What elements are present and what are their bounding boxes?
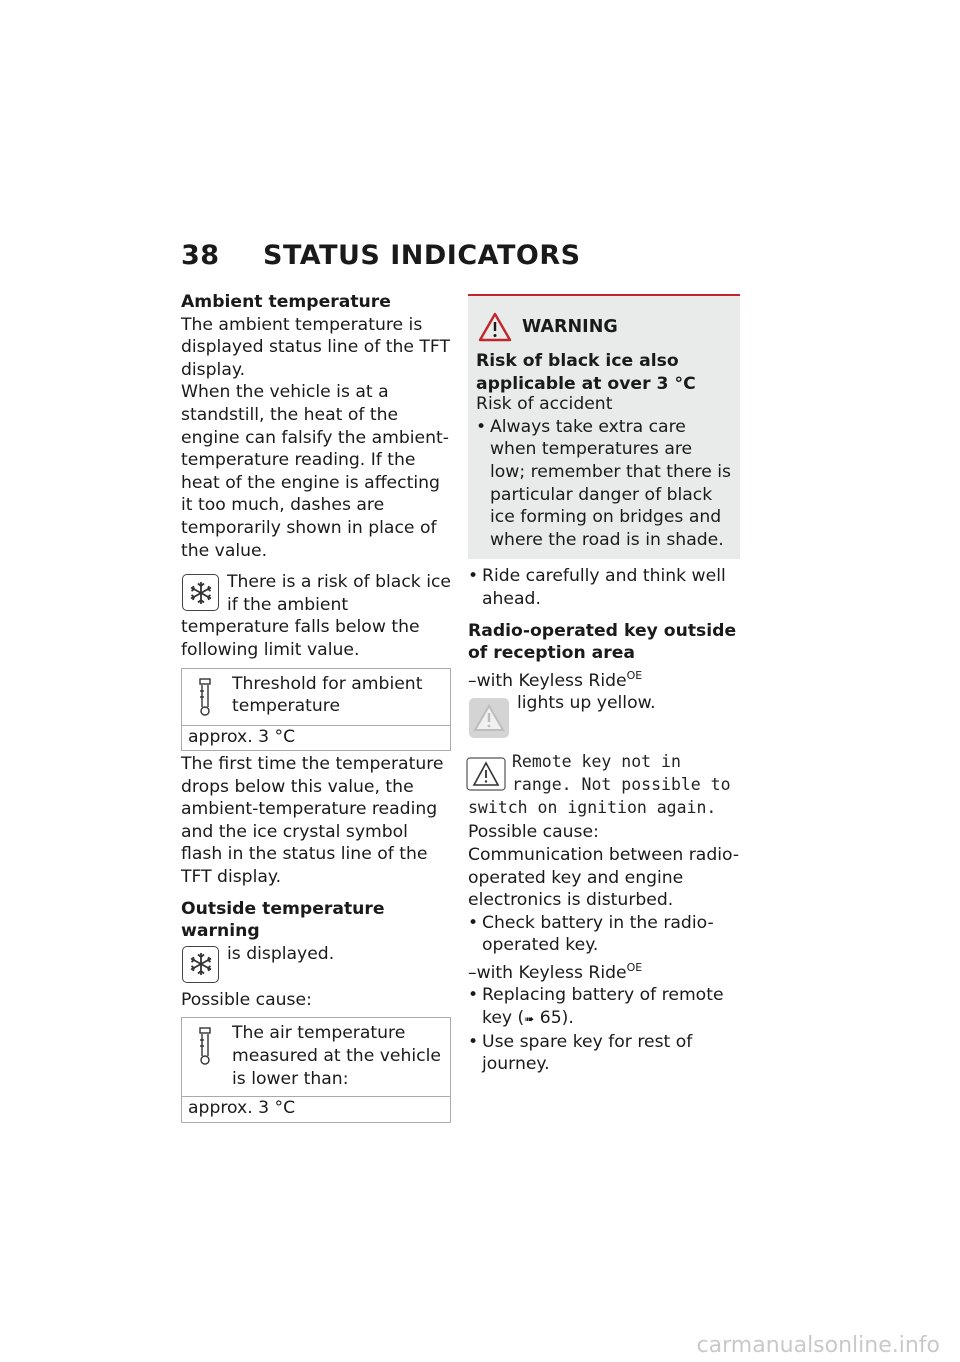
bullet-check-battery: • Check battery in the radio-operated key. [468,912,740,957]
warning-heading: Risk of black ice also applicable at over 3 °C [476,351,696,394]
warning-box [468,294,740,559]
warning-triangle-icon [464,754,508,794]
page-number: 38 [181,240,220,271]
ice-text: There is a risk of black ice if the ambient temperature falls below the following limit value. [181,572,452,660]
possible-cause-label: Possible cause: [181,989,312,1010]
threshold-label: Threshold for ambient temperature [232,673,423,717]
ice-crystal-icon [182,574,219,611]
mono-message-block [468,750,740,819]
air-temp-label: The air temperature measured at the vehicle is lower than: [232,1023,441,1089]
outside-heading: Outside temperature warning [181,898,385,942]
first-time-text: The first time the temperature drops below this value, the ambient-temperature reading and the ice crystal symbol flash in the status line of the TFT display. [181,754,444,888]
warning-bullet: • Always take extra care when temperatures are low; remember that there is particular danger of black ice forming on bridges and where the road is in shade. [476,416,732,552]
watermark: carmanualsonline.info [696,1333,940,1358]
key-heading: Radio-operated key outside of reception area [468,620,737,664]
thermometer-icon [188,673,228,719]
bullet-replace-battery: • Replacing battery of remote key (➠ 65). [468,984,740,1030]
threshold-value: approx. 3 °C [188,726,296,747]
warning-triangle-icon [469,698,509,738]
bullet-spare-key: • Use spare key for rest of journey. [468,1031,740,1076]
ambient-heading: Ambient temperature [181,292,391,312]
arrow-icon: ➠ [524,1012,535,1027]
ambient-paragraph-1: The ambient temperature is displayed status line of the TFT display. [181,314,451,380]
air-temp-value: approx. 3 °C [188,1098,296,1119]
warning-triangle-icon [478,312,512,342]
page-title: STATUS INDICATORS [263,240,581,271]
left-column [181,291,451,1123]
lights-text: lights up yellow. [517,693,656,714]
right-column [468,294,740,1076]
ambient-paragraph-2: When the vehicle is at a standstill, the heat of the engine can falsify the ambient-temperature reading. If the heat of the engine is affecting it too much, dashes are temporarily shown in place of the value. [181,382,449,561]
cause-text: Communication between radio-operated key and engine electronics is disturbed. [468,844,740,911]
ice-warning-block [181,571,451,661]
warning-risk: Risk of accident [476,394,613,415]
page-header [181,240,581,271]
remote-key-message: Remote key not in range. Not possible to switch on ignition again. [468,752,731,818]
outside-warning-block [181,943,451,985]
bullet-ride: • Ride carefully and think well ahead. [468,565,740,610]
thermometer-icon [188,1022,228,1068]
page-reference-link[interactable]: 65). [539,1008,574,1029]
threshold-table [181,668,451,752]
keyless-label-2: –with Keyless Ride$^{OE}$ [468,960,643,983]
air-temp-table [181,1017,451,1122]
warning-label: WARNING [522,316,618,337]
ice-crystal-icon [182,946,219,983]
outside-text: is displayed. [227,943,335,964]
lights-block [468,692,740,740]
keyless-label: –with Keyless Ride$^{OE}$ [468,668,643,691]
possible-cause-right: Possible cause: [468,822,599,843]
